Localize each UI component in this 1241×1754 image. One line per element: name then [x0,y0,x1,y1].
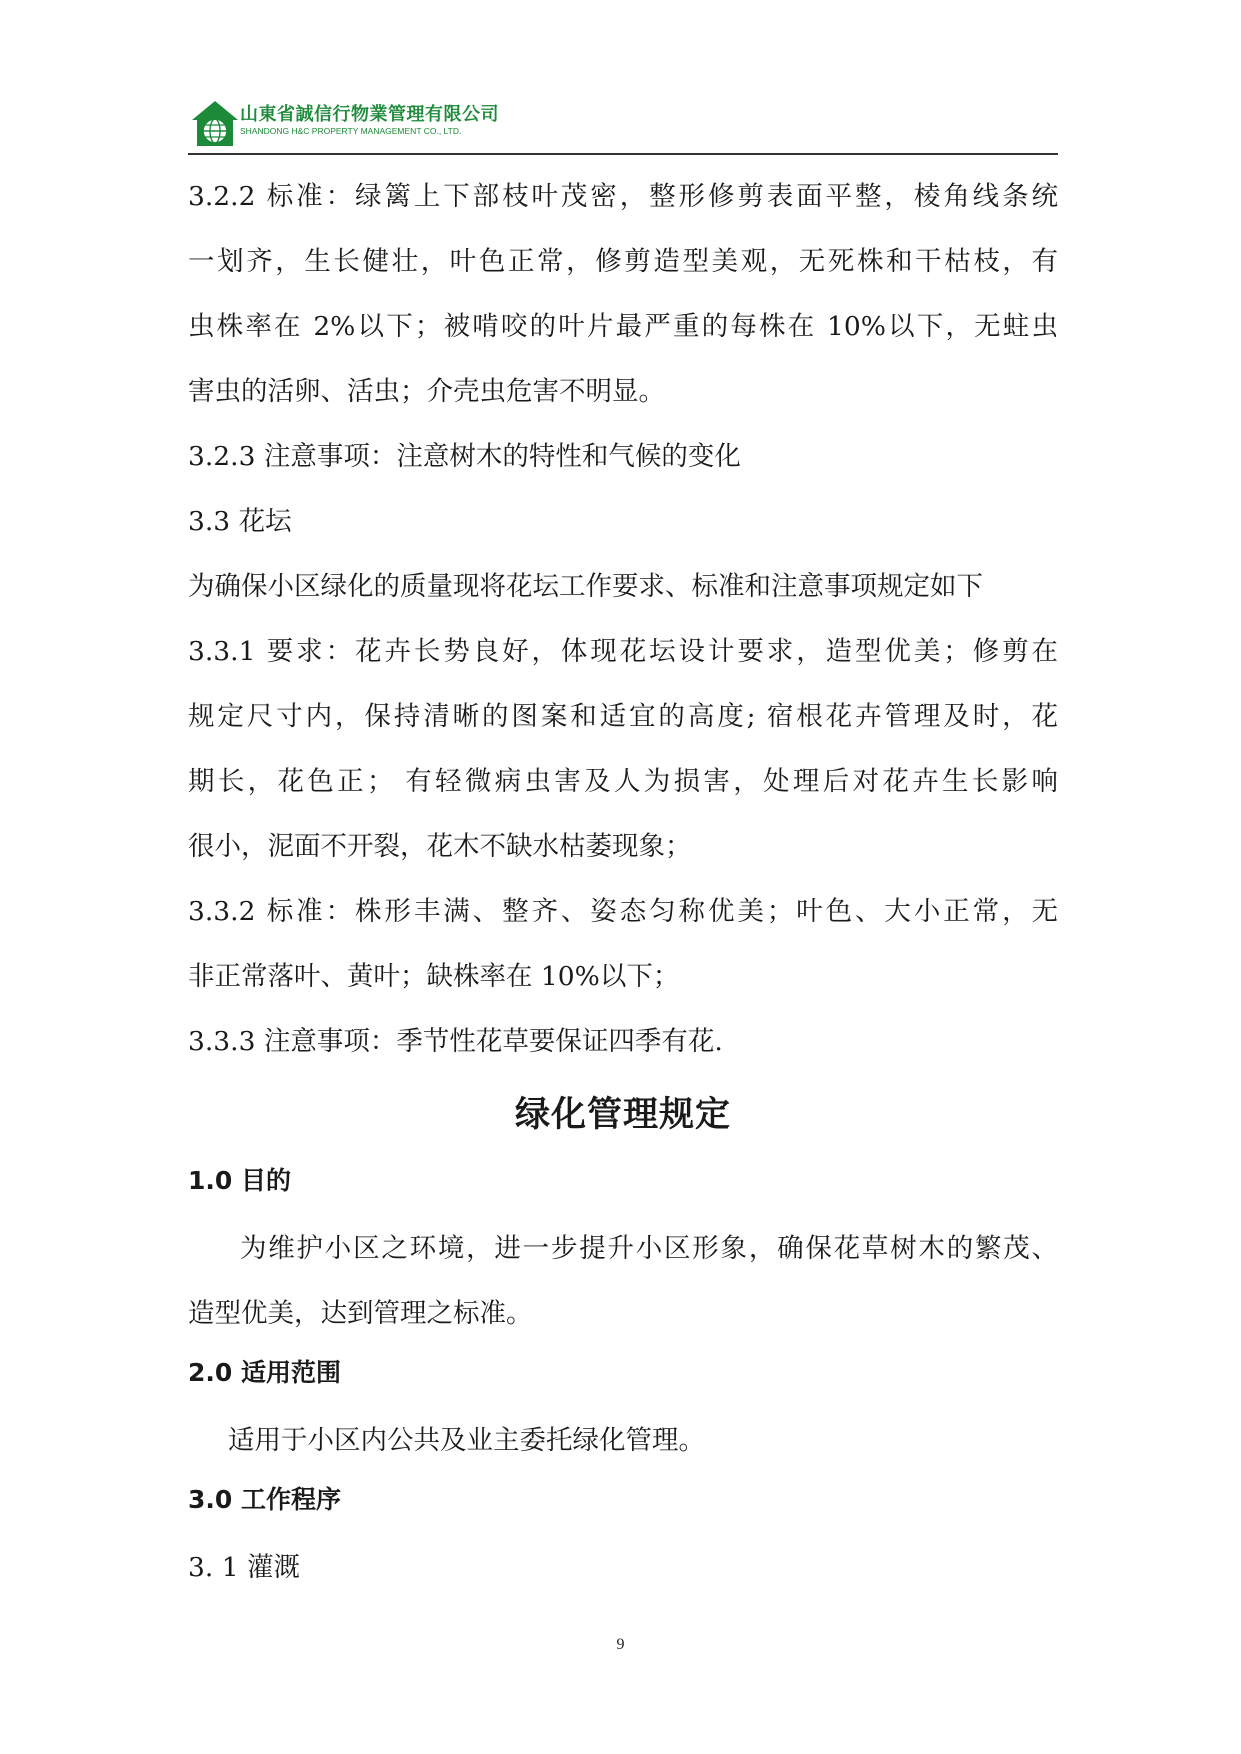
paragraph-3-2-2-line-2: 一划齐，生长健壮，叶色正常，修剪造型美观，无死株和干枯枝，有 [188,246,1058,277]
paragraph-3-3-2-line-1: 3.3.2 标准：株形丰满、整齐、姿态匀称优美；叶色、大小正常，无 [188,896,1058,927]
company-name-cn: 山東省誠信行物業管理有限公司 [240,104,499,125]
scope-text: 适用于小区内公共及业主委托绿化管理。 [228,1425,705,1456]
paragraph-3-2-2-line-1: 3.2.2 标准：绿篱上下部枝叶茂密，整形修剪表面平整，棱角线条统 [188,181,1058,212]
section-title: 绿化管理规定 [514,1095,731,1135]
company-logo-icon [188,98,242,148]
paragraph-3-3-3: 3.3.3 注意事项：季节性花草要保证四季有花. [188,1026,723,1057]
paragraph-3-3-1-line-1: 3.3.1 要求：花卉长势良好，体现花坛设计要求，造型优美；修剪在 [188,636,1058,667]
purpose-line-1: 为维护小区之环境，进一步提升小区形象，确保花草树木的繁茂、 [240,1233,1058,1264]
paragraph-3-3-1-line-3: 期长，花色正； 有轻微病虫害及人为损害，处理后对花卉生长影响 [188,766,1058,797]
paragraph-3-3-1-line-2: 规定尺寸内，保持清晰的图案和适宜的高度; 宿根花卉管理及时，花 [188,701,1058,732]
paragraph-3-2-3: 3.2.3 注意事项：注意树木的特性和气候的变化 [188,441,741,472]
paragraph-3-3-2-line-2: 非正常落叶、黄叶；缺株率在 10%以下； [188,961,680,992]
page-header [188,90,1058,146]
header-divider [188,153,1058,155]
paragraph-3-3-1-line-4: 很小，泥面不开裂，花木不缺水枯萎现象； [188,831,692,862]
paragraph-3-3-intro: 为确保小区绿化的质量现将花坛工作要求、标准和注意事项规定如下 [188,571,983,602]
heading-purpose: 1.0 目的 [188,1166,291,1195]
subheading-irrigation: 3. 1 灌溉 [188,1552,300,1583]
heading-scope: 2.0 适用范围 [188,1358,341,1387]
heading-procedure: 3.0 工作程序 [188,1485,341,1514]
purpose-line-2: 造型优美，达到管理之标准。 [188,1298,533,1329]
company-name-en: SHANDONG H&C PROPERTY MANAGEMENT CO., LTD. [240,126,462,136]
document-body [188,164,1058,1600]
paragraph-3-2-2-line-3: 虫株率在 2%以下；被啃咬的叶片最严重的每株在 10%以下，无蛀虫 [188,311,1058,342]
heading-3-3: 3.3 花坛 [188,506,292,537]
paragraph-3-2-2-line-4: 害虫的活卵、活虫；介壳虫危害不明显。 [188,376,665,407]
page-number: 9 [616,1636,625,1653]
